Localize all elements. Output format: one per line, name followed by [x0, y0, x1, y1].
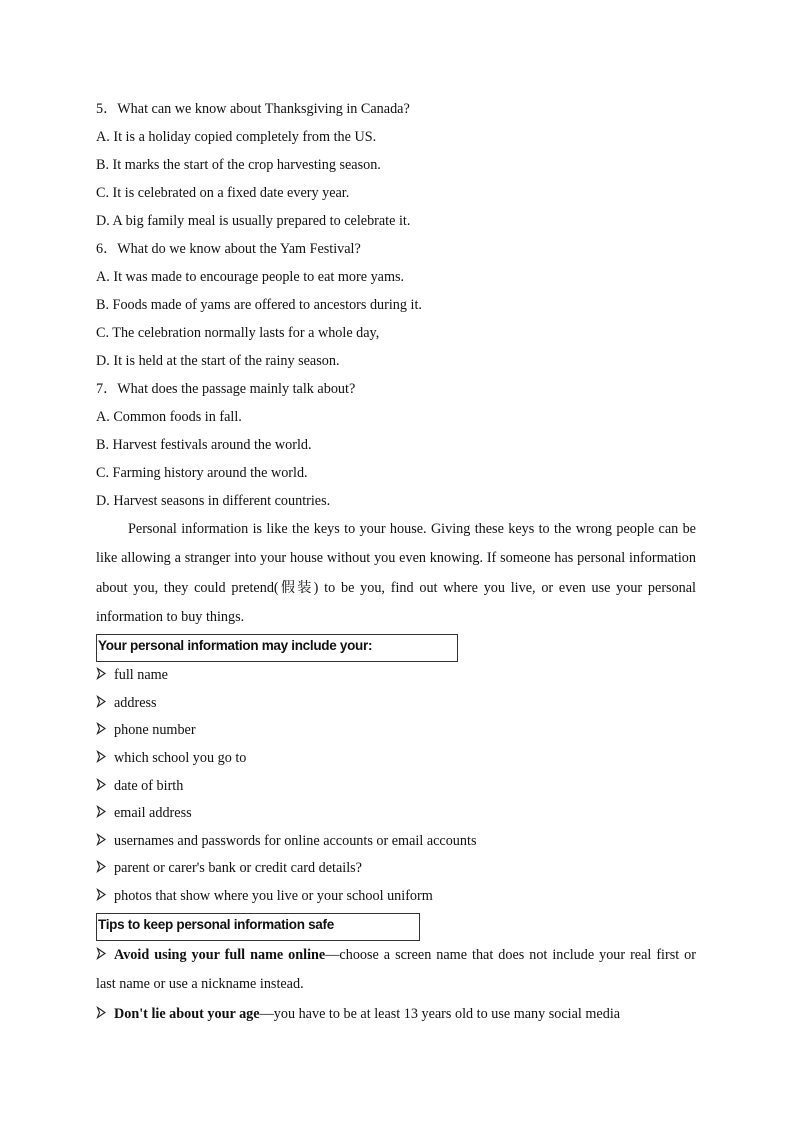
document-page — [96, 95, 696, 1029]
info-list — [96, 662, 696, 910]
list-item — [96, 717, 696, 745]
list-item-text: parent or carer's bank or credit card details? — [114, 860, 362, 877]
option: B. Harvest festivals around the world. — [96, 437, 312, 453]
question-stem: 6．What do we know about the Yam Festival? — [96, 241, 361, 257]
pointer-arrow-icon — [96, 690, 114, 718]
list-item-text: email address — [114, 805, 192, 822]
tip-text: choose a screen name that does not include your real first or last name or use a nickname instead. — [96, 946, 696, 993]
section-heading-box: Tips to keep personal information safe — [96, 913, 420, 941]
tip-dash: — — [325, 946, 340, 963]
tip-item — [96, 941, 696, 1000]
pointer-arrow-icon — [96, 662, 114, 690]
list-item-text: usernames and passwords for online accounts or email accounts — [114, 832, 477, 849]
pointer-arrow-icon — [96, 855, 114, 883]
list-item — [96, 828, 696, 856]
option: B. Foods made of yams are offered to ancestors during it. — [96, 297, 422, 313]
pointer-arrow-icon — [96, 828, 114, 856]
list-item-text: photos that show where you live or your school uniform — [114, 887, 433, 904]
tip-bold: Avoid using your full name online — [114, 946, 326, 963]
tip-dash: — — [259, 1005, 274, 1022]
list-item — [96, 690, 696, 718]
list-item-text: address — [114, 694, 157, 711]
passage-paragraph: Personal information is like the keys to your house. Giving these keys to the wrong people can be like allowing a stranger into your house without you even knowing. If someone has personal information about you, they could pretend(假装) to be you, find out where you live, or even use your personal information to buy things. — [96, 521, 696, 625]
option: A. Common foods in fall. — [96, 409, 242, 425]
option: C. The celebration normally lasts for a whole day, — [96, 325, 380, 341]
list-item — [96, 745, 696, 773]
option: A. It was made to encourage people to eat more yams. — [96, 269, 405, 285]
option: C. Farming history around the world. — [96, 465, 308, 481]
list-item-text: which school you go to — [114, 749, 247, 766]
list-item — [96, 883, 696, 911]
list-item — [96, 800, 696, 828]
pointer-arrow-icon — [96, 941, 114, 971]
section-heading-box: Your personal information may include your: — [96, 634, 458, 662]
pointer-arrow-icon — [96, 773, 114, 801]
option: D. A big family meal is usually prepared to celebrate it. — [96, 213, 411, 229]
question-stem: 5．What can we know about Thanksgiving in Canada? — [96, 101, 410, 117]
tips-list — [96, 941, 696, 1030]
list-item — [96, 773, 696, 801]
option: C. It is celebrated on a fixed date every year. — [96, 185, 350, 201]
tip-bold: Don't lie about your age — [114, 1005, 260, 1022]
question-7 — [96, 375, 696, 515]
pointer-arrow-icon — [96, 1000, 114, 1030]
pointer-arrow-icon — [96, 717, 114, 745]
list-item-text: full name — [114, 667, 168, 684]
option: D. Harvest seasons in different countries. — [96, 493, 331, 509]
list-item-text: date of birth — [114, 777, 184, 794]
question-5 — [96, 95, 696, 235]
pointer-arrow-icon — [96, 883, 114, 911]
list-item — [96, 662, 696, 690]
tip-text: you have to be at least 13 years old to use many social media — [273, 1005, 621, 1022]
question-6 — [96, 235, 696, 375]
list-item-text: phone number — [114, 722, 196, 739]
option: A. It is a holiday copied completely from the US. — [96, 129, 377, 145]
option: D. It is held at the start of the rainy season. — [96, 353, 340, 369]
list-item — [96, 855, 696, 883]
pointer-arrow-icon — [96, 745, 114, 773]
tip-item — [96, 1000, 696, 1030]
question-stem: 7．What does the passage mainly talk about? — [96, 381, 356, 397]
option: B. It marks the start of the crop harvesting season. — [96, 157, 381, 173]
pointer-arrow-icon — [96, 800, 114, 828]
